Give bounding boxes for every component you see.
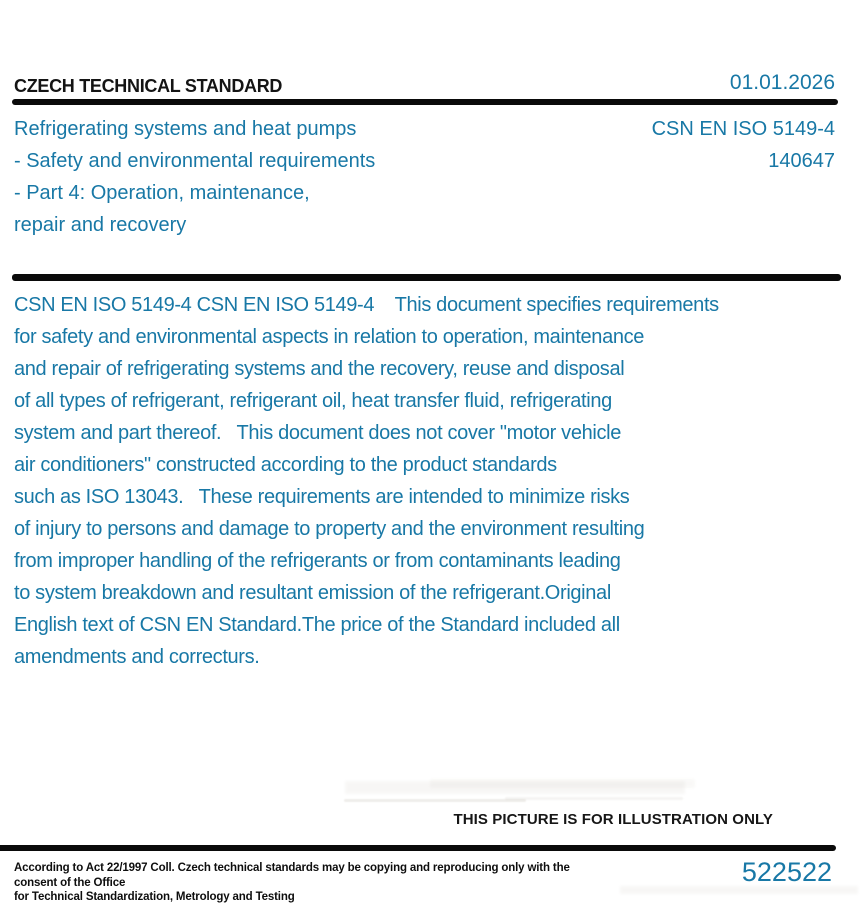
effective-date: 01.01.2026 <box>729 71 835 94</box>
title-divider <box>12 274 841 281</box>
legal-line: According to Act 22/1997 Coll. Czech technical standards may be copying and reproducing only with the consent of the Office <box>14 862 570 889</box>
illustration-notice: THIS PICTURE IS FOR ILLUSTRATION ONLY <box>453 811 773 828</box>
standard-title-line: - Part 4: Operation, maintenance, <box>14 182 310 204</box>
standard-code: CSN EN ISO 5149-4 <box>651 118 835 140</box>
standard-title-line: - Safety and environmental requirements <box>14 150 376 172</box>
legal-line: for Technical Standardization, Metrology and Testing <box>14 891 295 903</box>
abstract-line: of all types of refrigerant, refrigerant oil, heat transfer fluid, refrigerating <box>14 390 612 412</box>
abstract-line: for safety and environmental aspects in relation to operation, maintenance <box>14 326 645 348</box>
abstract-line: of injury to persons and damage to property and the environment resulting <box>14 518 645 540</box>
abstract-line: system and part thereof. This document does not cover "motor vehicle <box>14 422 621 444</box>
standard-title-line: Refrigerating systems and heat pumps <box>14 118 357 140</box>
abstract-line: CSN EN ISO 5149-4 CSN EN ISO 5149-4 This document specifies requirements <box>14 294 719 316</box>
header-divider <box>12 99 838 105</box>
standard-class-number: 140647 <box>768 150 835 172</box>
faint-watermark <box>620 886 858 894</box>
order-number: 522522 <box>741 857 832 887</box>
abstract-line: to system breakdown and resultant emission of the refrigerant.Original <box>14 582 611 604</box>
faint-watermark <box>344 799 526 802</box>
standard-codes <box>652 113 835 177</box>
faint-watermark <box>505 797 683 800</box>
footer-divider <box>0 845 836 851</box>
abstract-line: such as ISO 13043. These requirements are intended to minimize risks <box>14 486 630 508</box>
copyright-legal-text <box>14 861 594 905</box>
abstract-text <box>14 289 844 673</box>
standard-title-line: repair and recovery <box>14 214 187 236</box>
abstract-line: and repair of refrigerating systems and the recovery, reuse and disposal <box>14 358 625 380</box>
abstract-line: from improper handling of the refrigerants or from contaminants leading <box>14 550 621 572</box>
abstract-line: amendments and correcturs. <box>14 646 260 668</box>
faint-watermark <box>430 779 695 788</box>
standard-title <box>14 113 574 241</box>
page-title: CZECH TECHNICAL STANDARD <box>14 76 283 96</box>
abstract-line: air conditioners" constructed according to the product standards <box>14 454 557 476</box>
abstract-line: English text of CSN EN Standard.The price of the Standard included all <box>14 614 620 636</box>
